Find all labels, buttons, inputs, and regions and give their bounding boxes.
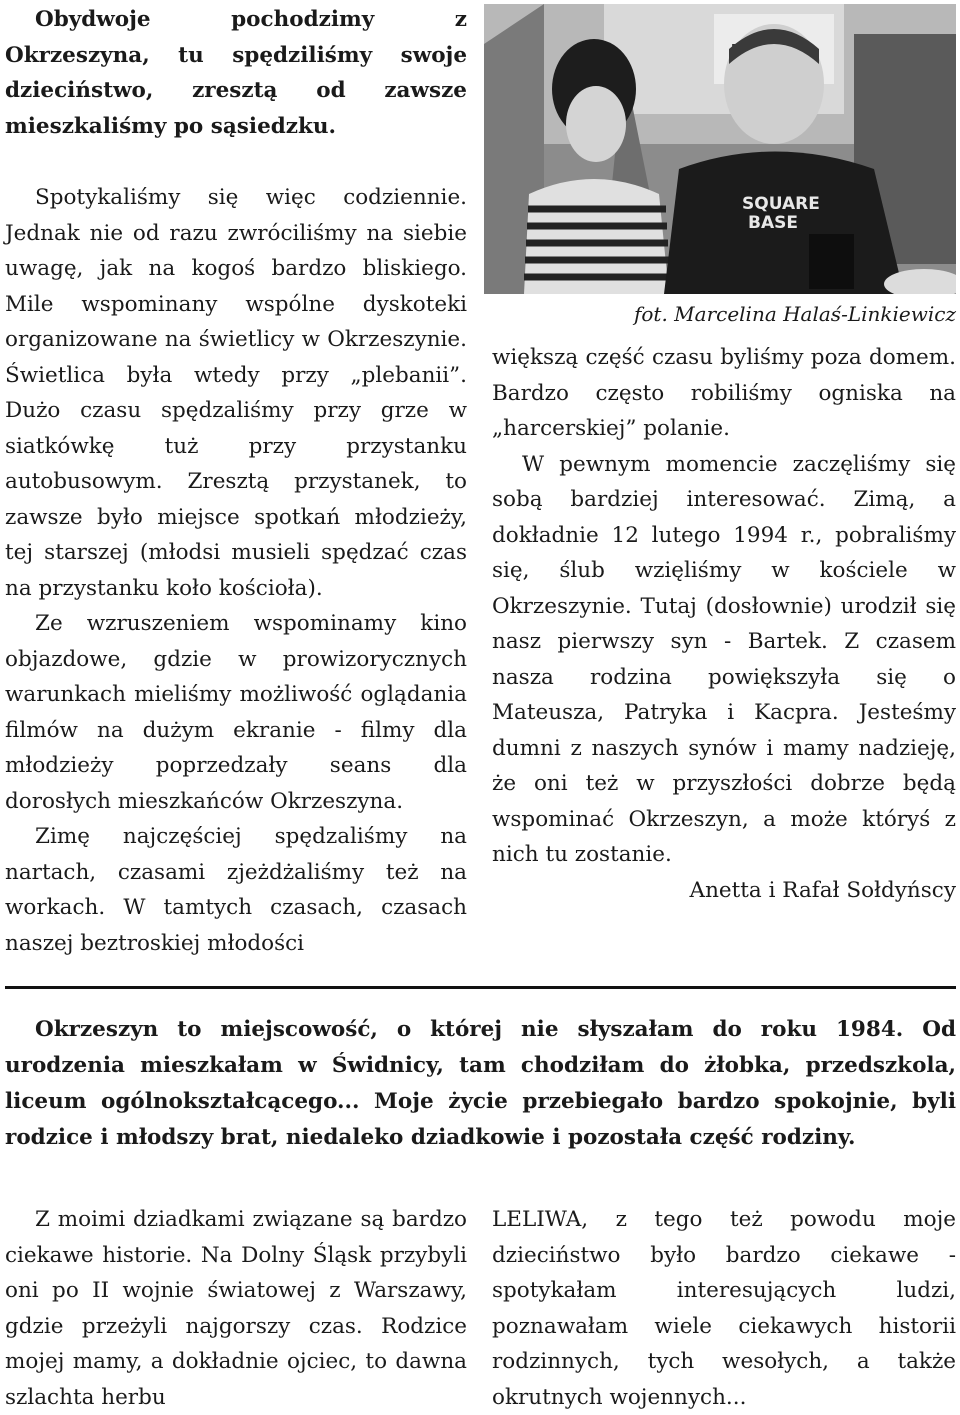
article-column-right <box>492 340 956 908</box>
article-column-left <box>5 2 467 961</box>
paragraph: Spotykaliśmy się więc codziennie. Jednak nie od razu zwróciliśmy na siebie uwagę, jak na kogoś bardzo bliskiego. Mile wspominany wspólne dyskoteki organizowane na świetlicy w Okrzeszynie. Świetlica była wtedy przy „plebanii”. Dużo czasu spędzaliśmy przy grze w siatkówkę tuż przy przystanku autobusowym. Zresztą przystanek, to zawsze było miejsce spotkań młodzieży, tej starszej (młodsi musieli spędzać czas na przystanku koło kościoła). <box>5 185 467 601</box>
paragraph: Ze wzruszeniem wspominamy kino objazdowe, gdzie w prowizorycznych warunkach mieliśmy możliwość oglądania filmów na dużym ekranie - filmy dla młodzieży poprzedzały seans dla dorosłych mieszkańców Okrzeszyna. <box>5 611 467 814</box>
paragraph: W pewnym momencie zaczęliśmy się sobą bardziej interesować. Zimą, a dokładnie 12 lutego 1994 r., pobraliśmy się, ślub wzięliśmy w kościele w Okrzeszynie. Tutaj (dosłownie) urodził się nasz pierwszy syn - Bartek. Z czasem nasza rodzina powiększyła się o Mateusza, Patryka i Kacpra. Jesteśmy dumni z naszych synów i mamy nadzieję, że oni też w przyszłości dobrze będą wspominać Okrzeszyn, a może któryś z nich tu zostanie. <box>492 451 956 867</box>
couple-photo <box>484 4 956 294</box>
author-signature: Anetta i Rafał Sołdyńscy <box>689 877 956 903</box>
photo-image <box>484 4 956 294</box>
paragraph: Z moimi dziadkami związane są bardzo ciekawe historie. Na Dolny Śląsk przybyli oni po II wojnie światowej z Warszawy, gdzie przeżyli najgorszy czas. Rodzice mojej mamy, a dokładnie ojciec, to dawna szlachta herbu <box>5 1207 467 1410</box>
lead-paragraph: Okrzeszyn to miejscowość, o której nie słyszałam do roku 1984. Od urodzenia mieszkałam w Świdnicy, tam chodziłam do żłobka, przedszkola, liceum ogólnokształcącego... Moje życie przebiegało bardzo spokojnie, byli rodzice i młodszy brat, niedaleko dziadkowie i pozostała część rodziny. <box>5 1017 956 1150</box>
article-column-left <box>5 1202 467 1415</box>
lead-paragraph: Obydwoje pochodzimy z Okrzeszyna, tu spędziliśmy swoje dzieciństwo, zresztą od zawsze mieszkaliśmy po sąsiedzku. <box>5 7 467 139</box>
paragraph: LELIWA, z tego też powodu moje dzieciństwo było bardzo ciekawe - spotykałam interesujących ludzi, poznawałam wiele ciekawych historii rodzinnych, tych wesołych, a także okrutnych wojennych... <box>492 1207 956 1410</box>
paragraph: Zimę najczęściej spędzaliśmy na nartach, czasami zjeżdżaliśmy też na workach. W tamtych czasach, czasach naszej beztroskiej młodości <box>5 824 467 956</box>
article-column-right <box>492 1202 956 1415</box>
shirt-text: BASE <box>748 213 798 233</box>
paragraph: większą część czasu byliśmy poza domem. Bardzo często robiliśmy ogniska na „harcerskiej” polanie. <box>492 345 956 441</box>
second-article-lead <box>5 1012 956 1156</box>
photo-caption: fot. Marcelina Halaś-Linkiewicz <box>633 302 956 326</box>
shirt-text: SQUARE <box>742 194 820 214</box>
section-divider <box>5 986 956 989</box>
